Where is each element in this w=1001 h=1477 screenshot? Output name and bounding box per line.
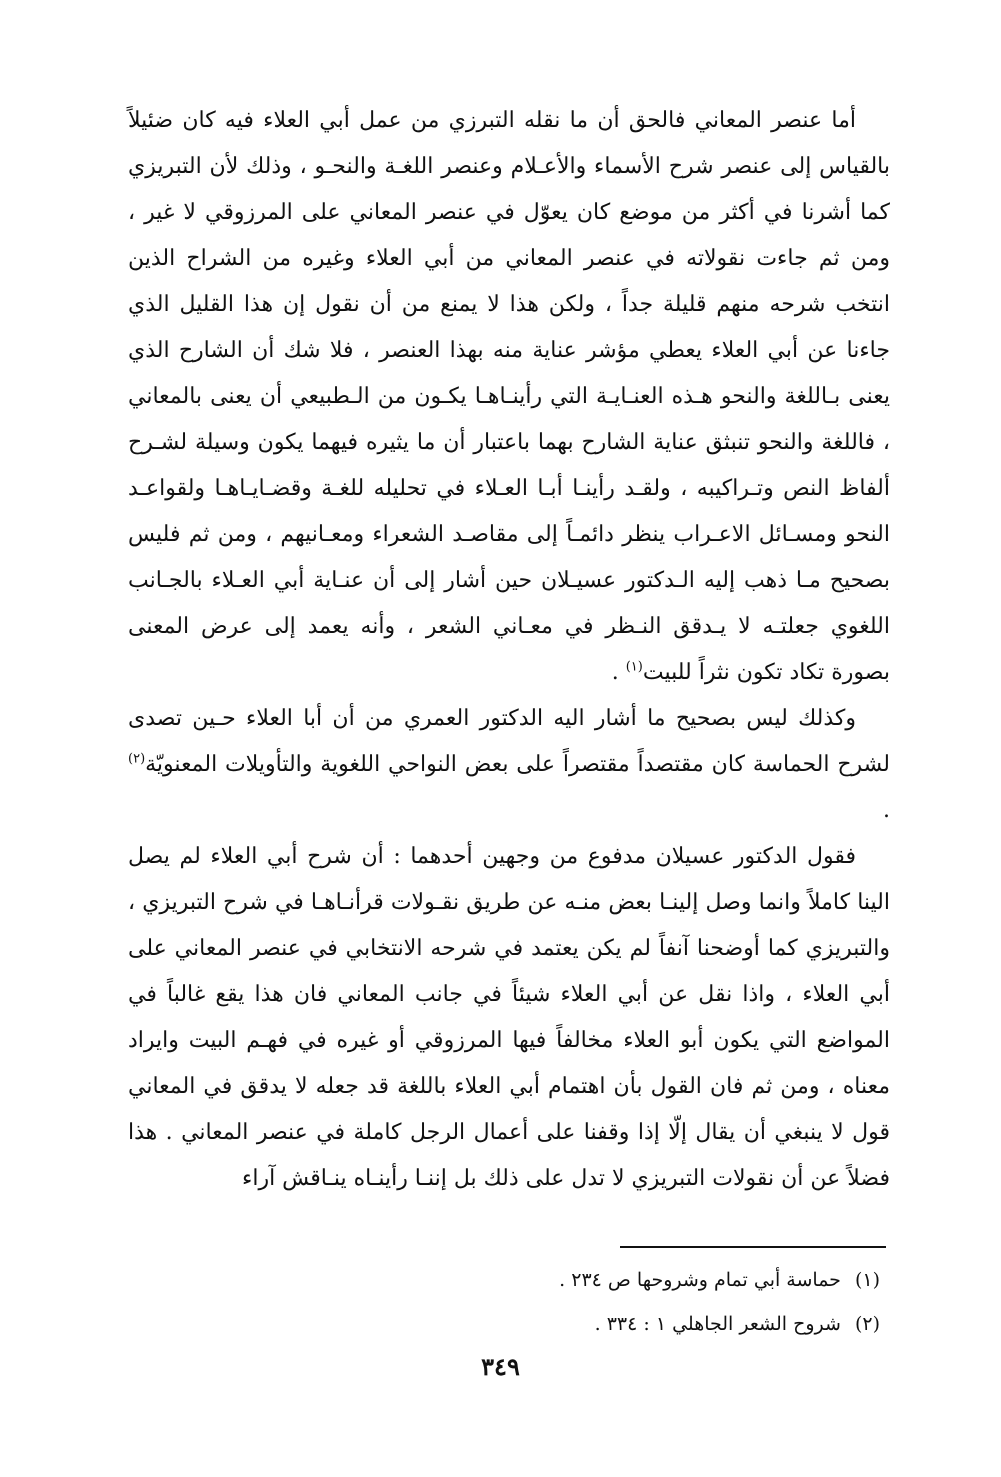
footnote-2-text: شروح الشعر الجاهلي ١ : ٣٣٤ . bbox=[594, 1313, 841, 1335]
paragraph-1 bbox=[128, 98, 890, 696]
paragraph-3: فقول الدكتور عسيلان مدفوع من وجهين أحدهما : أن شرح أبي العلاء لم يصل الينا كاملاً وانما وصل إلينـا بعض منـه عن طريق نقـولات قرأنـاهـا في شرح التبريزي ، والتبريزي كما أوضحنا آنفاً لم يكن يعتمد في شرحه الانتخابي في عنصر المعاني على أبي العلاء ، واذا نقل عن أبي العلاء شيئاً في جانب المعاني فان هذا يقع غالباً في المواضع التي يكون أبو العلاء مخالفاً فيها المرزوقي أو غيره في فهـم البيت وايراد معناه ، ومن ثم فان القول بأن اهتمام أبي العلاء باللغة قد جعله لا يدقق في المعاني قول لا ينبغي أن يقال إلّا إذا وقفنا على أعمال الرجل كاملة في عنصر المعاني . هذا فضلاً عن أن نقولات التبريزي لا تدل على ذلك بل إننـا رأينـاه ينـاقش آراء bbox=[128, 844, 890, 1191]
paragraph-1-text: أما عنصر المعاني فالحق أن ما نقله التبرزي من عمل أبي العلاء فيه كان ضئيلاً بالقياس إلى عنصر شرح الأسماء والأعـلام وعنصر اللغـة والنحـو ، وذلك لأن التبريزي كما أشرنا في أكثر من موضع كان يعوّل في عنصر المعاني على المرزوقي لا غير ، ومن ثم جاءت نقولاته في عنصر المعاني من أبي العلاء وغيره من الشراح الذين انتخب شرحه منهم قليلة جداً ، ولكن هذا لا يمنع من أن نقول إن هذا القليل الذي جاءنا عن أبي العلاء يعطي مؤشر عناية منه بهذا العنصر ، فلا شك أن الشارح الذي يعنى بـاللغة والنحو هـذه العنـايـة التي رأينـاهـا يكـون من الـطبيعي أن يعنى بالمعاني ، فاللغة والنحو تنبثق عناية الشارح بهما باعتبار أن ما يثيره فيهما يكون وسيلة لشـرح ألفاظ النص وتـراكيبه ، ولقـد رأينـا أبـا العـلاء في تحليله للغـة وقضـايـاهـا ولقواعـد النحو ومسـائل الاعـراب ينظر دائمـاً إلى مقاصـد الشعراء ومعـانيهم ، ومن ثم فليس بصحيح مـا ذهب إليه الـدكتور عسيـلان حين أشار إلى أن عنـاية أبي العـلاء بالجـانب اللغوي جعلتـه لا يـدقق النـظر في معـاني الشعر ، وأنه يعمد إلى عرض المعنى بصورة تكاد تكون نثراً للبيت bbox=[128, 108, 891, 685]
footnote-1 bbox=[128, 1258, 880, 1302]
footnote-divider bbox=[620, 1246, 886, 1248]
footnote-1-number: (١) bbox=[854, 1269, 880, 1291]
page-number: ٣٤٩ bbox=[481, 1352, 520, 1381]
main-text-block-1 bbox=[128, 98, 890, 834]
paragraph-1-end: . bbox=[611, 660, 626, 685]
paragraph-2-text: وكذلك ليس بصحيح ما أشار اليه الدكتور العمري من أن أبا العلاء حـين تصدى لشرح الحماسة كان مقتصداً مقتصراً على بعض النواحي اللغوية والتأويلات المعنويّة bbox=[128, 706, 890, 777]
footnote-ref-1: (١) bbox=[625, 659, 643, 675]
paragraph-2 bbox=[128, 696, 890, 834]
footnotes bbox=[128, 1258, 880, 1346]
footnote-2 bbox=[128, 1302, 880, 1346]
paragraph-2-end: . bbox=[883, 798, 890, 823]
footnote-ref-2: (٢) bbox=[128, 751, 146, 767]
footnote-2-number: (٢) bbox=[854, 1313, 880, 1335]
footnote-1-text: حماسة أبي تمام وشروحها ص ٢٣٤ . bbox=[559, 1269, 841, 1291]
main-text-block-2 bbox=[128, 834, 890, 1202]
